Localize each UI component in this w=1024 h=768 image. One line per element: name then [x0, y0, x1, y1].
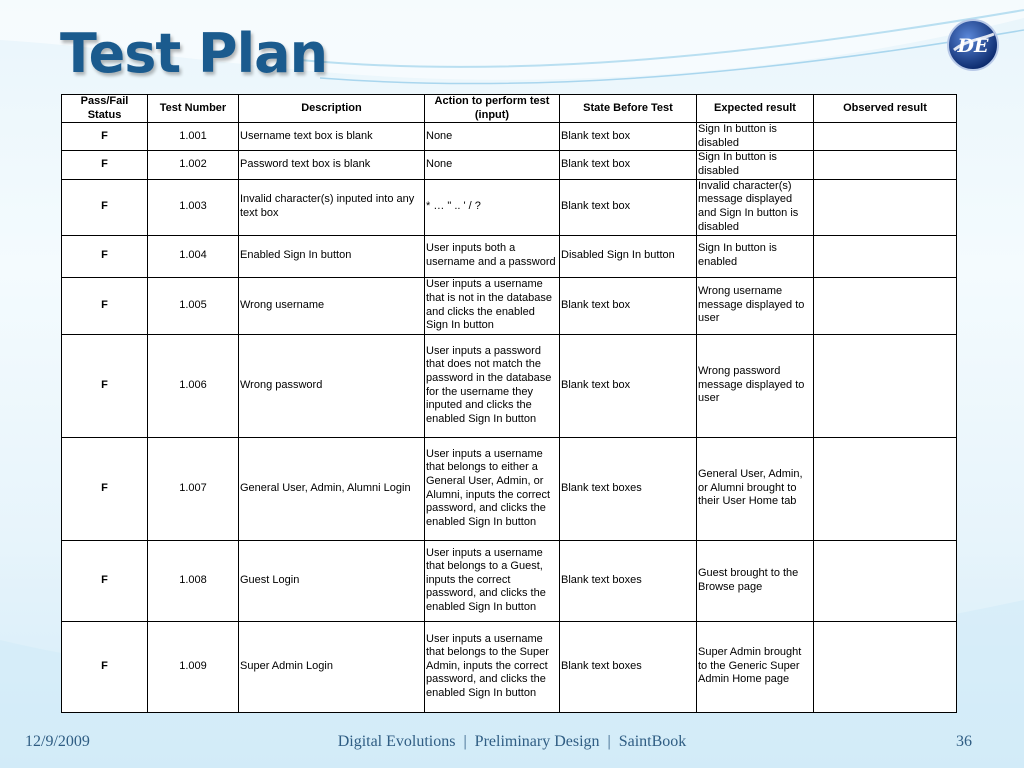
- observed-cell: [814, 540, 957, 621]
- action-cell: User inputs both a username and a password: [425, 235, 560, 277]
- status-cell: F: [62, 621, 148, 712]
- action-cell: User inputs a username that belongs to the Super Admin, inputs the correct password, and clicks the enabled Sign In button: [425, 621, 560, 712]
- observed-cell: [814, 235, 957, 277]
- observed-cell: [814, 123, 957, 151]
- state-cell: Blank text box: [560, 123, 697, 151]
- table-header-row: [62, 95, 957, 123]
- test-number-cell: 1.002: [148, 151, 239, 179]
- table-row: [62, 123, 957, 151]
- action-cell: * … " .. ' / ?: [425, 179, 560, 235]
- action-cell: None: [425, 123, 560, 151]
- observed-cell: [814, 179, 957, 235]
- table-row: [62, 179, 957, 235]
- test-number-cell: 1.008: [148, 540, 239, 621]
- state-cell: Blank text box: [560, 334, 697, 437]
- description-cell: Username text box is blank: [239, 123, 425, 151]
- svg-text:DE: DE: [957, 35, 989, 57]
- table-row: [62, 437, 957, 540]
- action-cell: User inputs a username that belongs to a Guest, inputs the correct password, and clicks the enabled Sign In button: [425, 540, 560, 621]
- test-number-cell: 1.004: [148, 235, 239, 277]
- test-plan-table-container: [61, 94, 957, 713]
- test-number-cell: 1.003: [148, 179, 239, 235]
- description-cell: Guest Login: [239, 540, 425, 621]
- header-action: Action to perform test (input): [425, 95, 560, 123]
- status-cell: F: [62, 235, 148, 277]
- test-number-cell: 1.001: [148, 123, 239, 151]
- description-cell: General User, Admin, Alumni Login: [239, 437, 425, 540]
- slide-number: 36: [956, 733, 972, 750]
- status-cell: F: [62, 123, 148, 151]
- status-cell: F: [62, 334, 148, 437]
- expected-cell: General User, Admin, or Alumni brought to their User Home tab: [697, 437, 814, 540]
- description-cell: Wrong password: [239, 334, 425, 437]
- expected-cell: Sign In button is disabled: [697, 123, 814, 151]
- description-cell: Enabled Sign In button: [239, 235, 425, 277]
- footer-center-text: Digital Evolutions | Preliminary Design | SaintBook: [337, 733, 687, 750]
- test-number-cell: 1.005: [148, 277, 239, 334]
- status-cell: F: [62, 151, 148, 179]
- table-row: [62, 277, 957, 334]
- observed-cell: [814, 277, 957, 334]
- expected-cell: Guest brought to the Browse page: [697, 540, 814, 621]
- table-row: [62, 621, 957, 712]
- test-plan-table: [61, 94, 957, 713]
- table-row: [62, 151, 957, 179]
- state-cell: Blank text boxes: [560, 621, 697, 712]
- test-number-cell: 1.007: [148, 437, 239, 540]
- action-cell: None: [425, 151, 560, 179]
- table-row: [62, 334, 957, 437]
- footer-date: 12/9/2009: [25, 733, 90, 750]
- state-cell: Blank text box: [560, 179, 697, 235]
- status-cell: F: [62, 437, 148, 540]
- observed-cell: [814, 151, 957, 179]
- action-cell: User inputs a username that belongs to either a General User, Admin, or Alumni, inputs the correct password, and clicks the enabled Sign In button: [425, 437, 560, 540]
- state-cell: Blank text boxes: [560, 540, 697, 621]
- header-test-number: Test Number: [148, 95, 239, 123]
- table-row: [62, 235, 957, 277]
- action-cell: User inputs a password that does not match the password in the database for the username they inputed and clicks the enabled Sign In button: [425, 334, 560, 437]
- status-cell: F: [62, 540, 148, 621]
- description-cell: Super Admin Login: [239, 621, 425, 712]
- observed-cell: [814, 621, 957, 712]
- state-cell: Blank text box: [560, 151, 697, 179]
- expected-cell: Sign In button is disabled: [697, 151, 814, 179]
- expected-cell: Super Admin brought to the Generic Super Admin Home page: [697, 621, 814, 712]
- slide-title: Test Plan: [60, 22, 328, 85]
- description-cell: Invalid character(s) inputed into any text box: [239, 179, 425, 235]
- action-cell: User inputs a username that is not in the database and clicks the enabled Sign In button: [425, 277, 560, 334]
- status-cell: F: [62, 277, 148, 334]
- description-cell: Wrong username: [239, 277, 425, 334]
- observed-cell: [814, 334, 957, 437]
- state-cell: Blank text boxes: [560, 437, 697, 540]
- header-state-before-test: State Before Test: [560, 95, 697, 123]
- expected-cell: Wrong username message displayed to user: [697, 277, 814, 334]
- description-cell: Password text box is blank: [239, 151, 425, 179]
- expected-cell: Wrong password message displayed to user: [697, 334, 814, 437]
- header-pass-fail-status: Pass/Fail Status: [62, 95, 148, 123]
- status-cell: F: [62, 179, 148, 235]
- table-row: [62, 540, 957, 621]
- state-cell: Disabled Sign In button: [560, 235, 697, 277]
- expected-cell: Invalid character(s) message displayed and Sign In button is disabled: [697, 179, 814, 235]
- test-number-cell: 1.006: [148, 334, 239, 437]
- header-expected-result: Expected result: [697, 95, 814, 123]
- test-number-cell: 1.009: [148, 621, 239, 712]
- expected-cell: Sign In button is enabled: [697, 235, 814, 277]
- digital-evolutions-logo-icon: [946, 18, 1000, 72]
- header-description: Description: [239, 95, 425, 123]
- state-cell: Blank text box: [560, 277, 697, 334]
- header-observed-result: Observed result: [814, 95, 957, 123]
- observed-cell: [814, 437, 957, 540]
